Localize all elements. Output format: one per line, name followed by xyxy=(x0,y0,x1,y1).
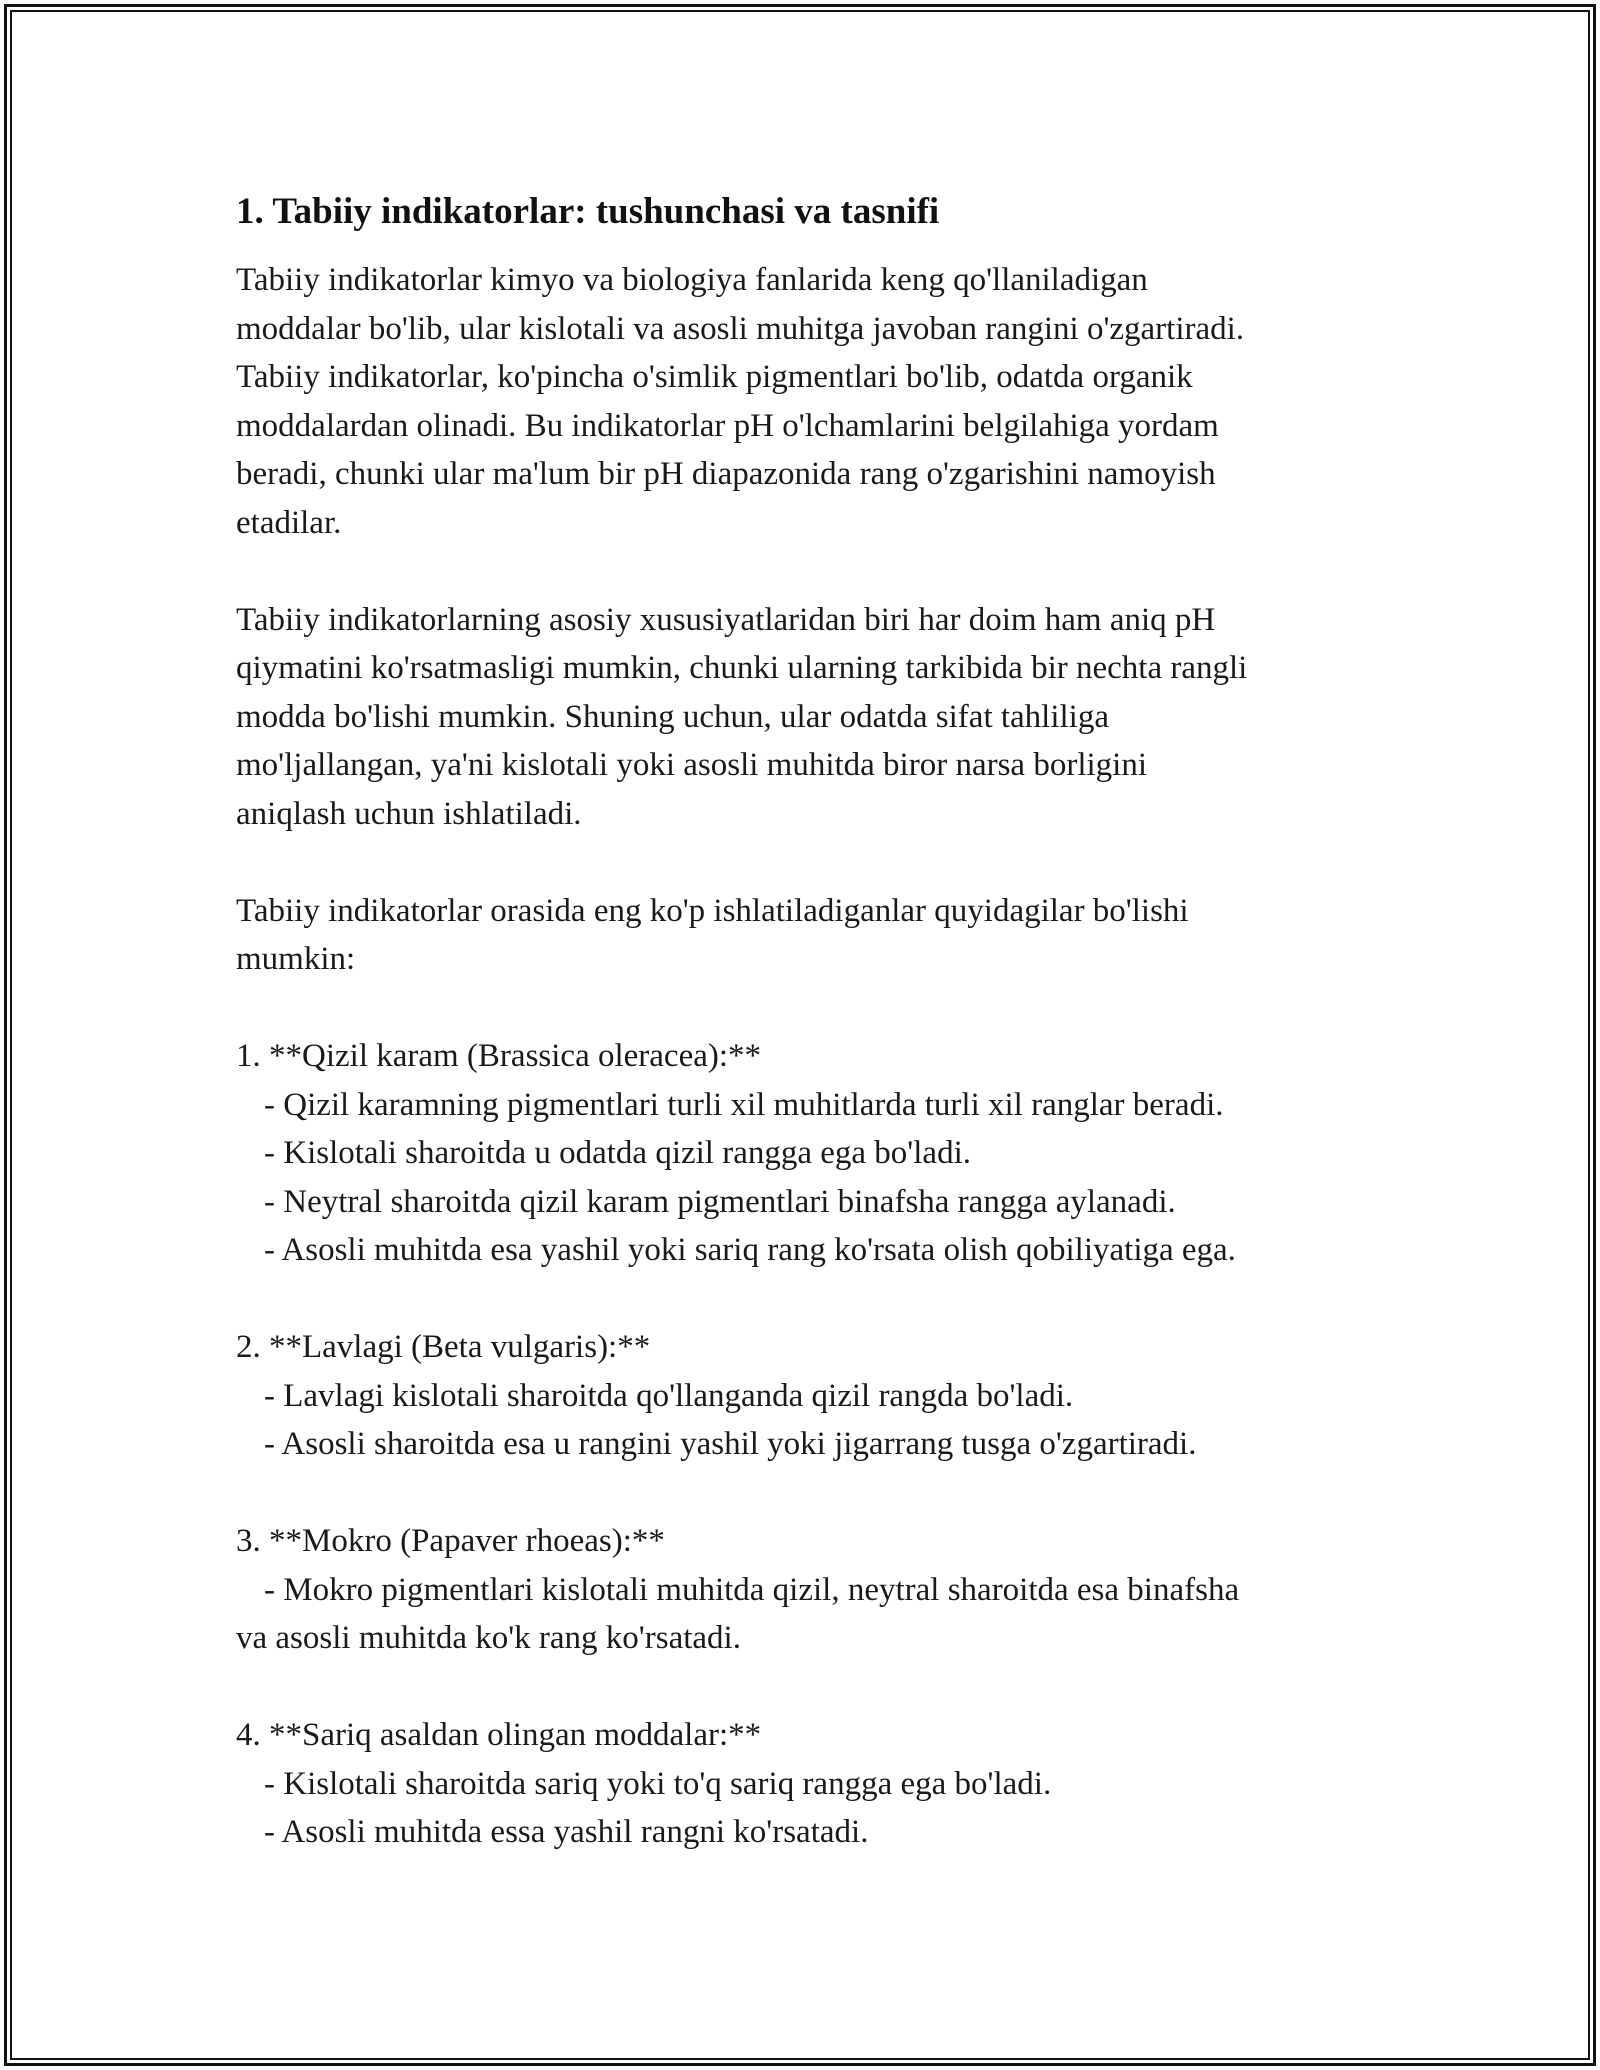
list-item-point: - Mokro pigmentlari kislotali muhitda qizil, neytral sharoitda esa binafsha xyxy=(264,1571,1240,1608)
list-item-point: - Kislotali sharoitda u odatda qizil rangga ega bo'ladi. xyxy=(264,1135,971,1171)
section-heading: 1. Tabiiy indikatorlar: tushunchasi va tasnifi xyxy=(236,191,940,232)
paragraph-properties: Tabiiy indikatorlarning asosiy xususiyatlaridan biri har doim ham aniq pH qiymatini ko'rsatmasligi mumkin, chunki ularning tarkibida bir nechta rangli modda bo'lishi mumkin. Shuning uchun, ular odatda sifat tahliliga mo'ljallangan, ya'ni kislotali yoki asosli muhitda biror narsa borligini aniqlash uchun ishlatiladi. xyxy=(236,601,1248,832)
list-item-poppy xyxy=(236,1517,1386,1663)
list-item-title: 1. **Qizil karam (Brassica oleracea):** xyxy=(236,1038,762,1074)
list-item-beet xyxy=(236,1323,1386,1469)
list-item-point: - Asosli muhitda essa yashil rangni ko'rsatadi. xyxy=(264,1814,869,1850)
list-item-point: - Lavlagi kislotali sharoitda qo'llanganda qizil rangda bo'ladi. xyxy=(264,1377,1074,1414)
list-item-point-continuation: va asosli muhitda ko'k rang ko'rsatadi. xyxy=(236,1620,741,1656)
paragraph-list-intro: Tabiiy indikatorlar orasida eng ko'p ishlatiladiganlar quyidagilar bo'lishi mumkin: xyxy=(236,892,1189,977)
list-item-point: - Asosli sharoitda esa u rangini yashil yoki jigarrang tusga o'zgartiradi. xyxy=(264,1426,1197,1462)
list-item-point: - Qizil karamning pigmentlari turli xil muhitlarda turli xil ranglar beradi. xyxy=(264,1086,1224,1123)
list-item-honey xyxy=(236,1711,1386,1857)
list-item-point: - Neytral sharoitda qizil karam pigmentlari binafsha rangga aylanadi. xyxy=(264,1183,1176,1220)
list-item-title: 4. **Sariq asaldan olingan moddalar:** xyxy=(236,1717,762,1753)
list-item-point: - Kislotali sharoitda sariq yoki to'q sariq rangga ega bo'ladi. xyxy=(264,1765,1052,1802)
list-item-title: 2. **Lavlagi (Beta vulgaris):** xyxy=(236,1329,651,1365)
list-item-title: 3. **Mokro (Papaver rhoeas):** xyxy=(236,1523,665,1559)
paragraph-intro: Tabiiy indikatorlar kimyo va biologiya fanlarida keng qo'llaniladigan moddalar bo'lib, ular kislotali va asosli muhitga javoban rangini o'zgartiradi. Tabiiy indikatorlar, ko'pincha o'simlik pigmentlari bo'lib, odatda organik moddalardan olinadi. Bu indikatorlar pH o'lchamlarini belgilahiga yordam beradi, chunki ular ma'lum bir pH diapazonida rang o'zgarishini namoyish etadilar. xyxy=(236,262,1245,541)
document-body xyxy=(236,186,1386,1905)
list-item-red-cabbage xyxy=(236,1032,1386,1275)
list-item-point: - Asosli muhitda esa yashil yoki sariq rang ko'rsata olish qobiliyatiga ega. xyxy=(264,1232,1236,1268)
